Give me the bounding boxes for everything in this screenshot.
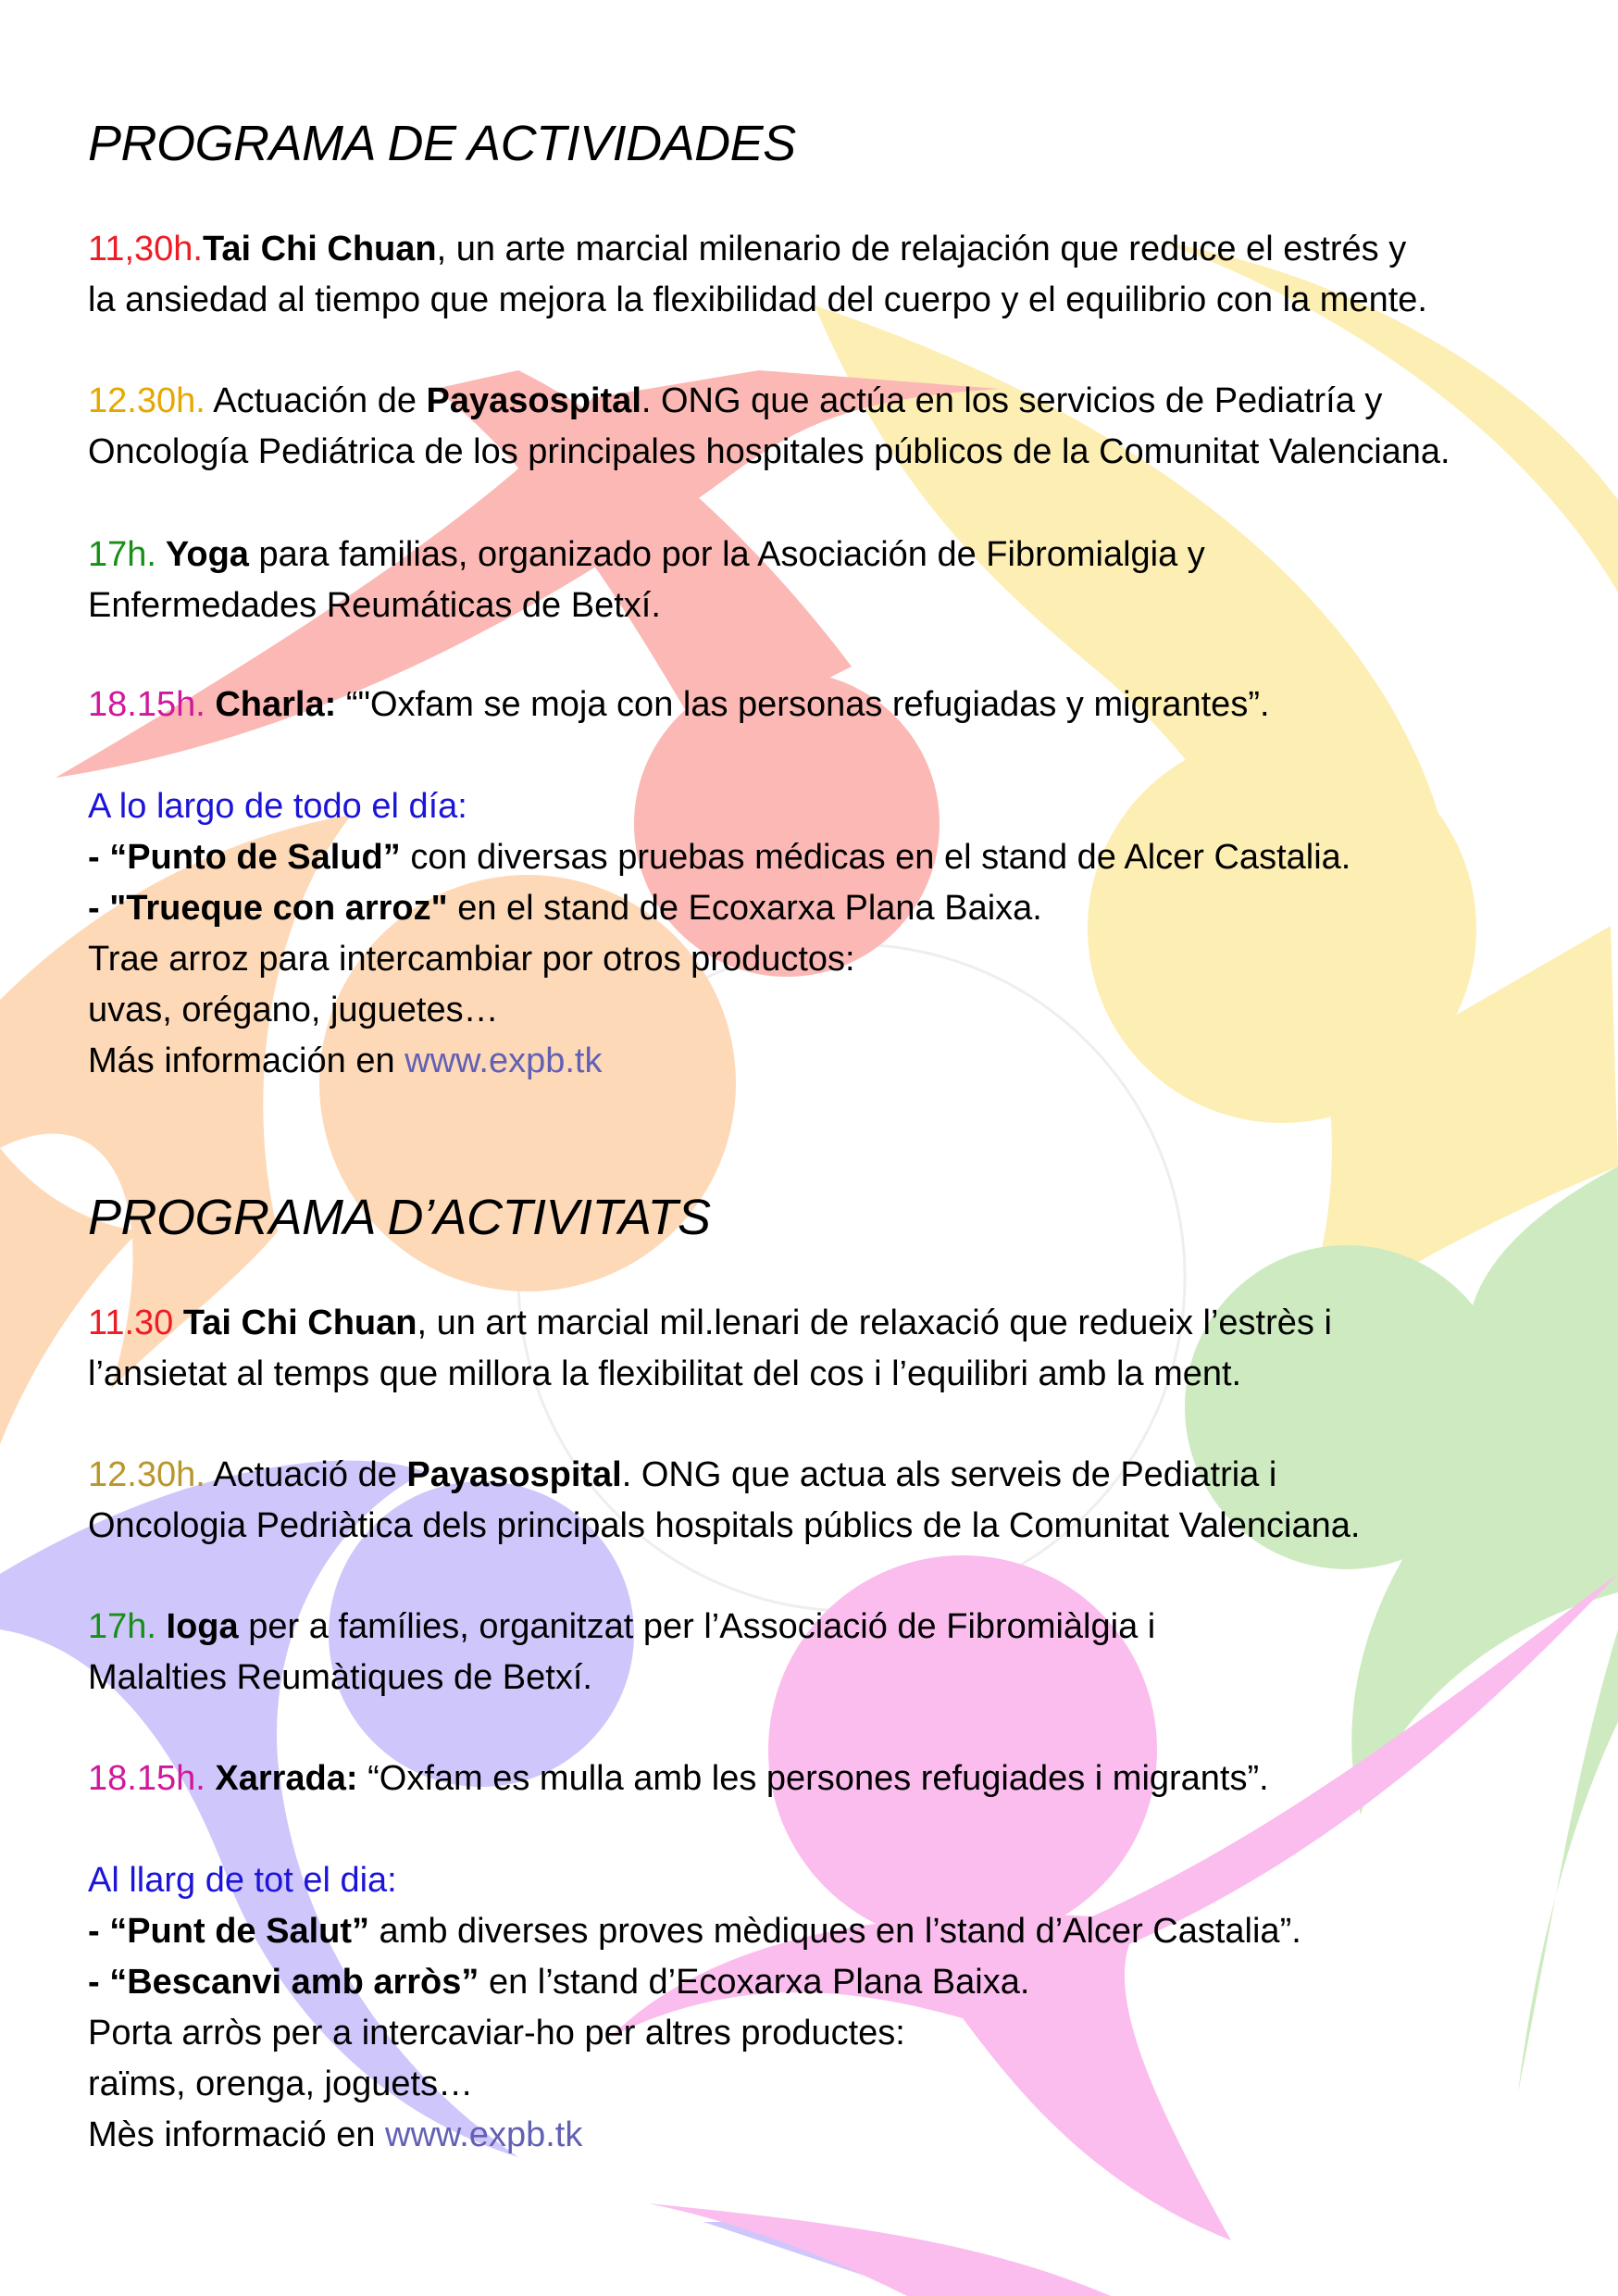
activity-name: Yoga [156, 535, 249, 574]
activity-name: Ioga [156, 1607, 239, 1646]
activity-text: l’ansietat al temps que millora la flexibilitat del cos i l’equilibri amb la ment. [88, 1354, 1242, 1393]
activity-text: amb diverses proves mèdiques en l’stand d’Alcer Castalia”. [369, 1912, 1301, 1951]
allday-ca [88, 1855, 1301, 2161]
time-label: 17h. [88, 1607, 156, 1646]
activity-text: . ONG que actua als serveis de Pediatria i [621, 1455, 1277, 1494]
website-link[interactable]: www.expb.tk [404, 1042, 603, 1080]
item-es-charla [88, 680, 1270, 730]
activity-name: - “Bescanvi amb arròs” [88, 1963, 479, 2002]
allday-heading: A lo largo de todo el día: [88, 787, 467, 826]
item-es-payasospital [88, 376, 1450, 478]
activity-name: - "Trueque con arroz" [88, 889, 448, 928]
activity-text: “"Oxfam se moja con las personas refugiadas y migrantes”. [336, 685, 1270, 724]
activity-text: Actuació de [205, 1455, 407, 1494]
more-info-text: Más información en [88, 1042, 405, 1080]
green-arm [1518, 1629, 1618, 2092]
activity-text: uvas, orégano, juguetes… [88, 991, 499, 1029]
activity-text: Trae arroz para intercambiar por otros productos: [88, 940, 855, 979]
activity-text: per a famílies, organitzat per l’Associació de Fibromiàlgia i [238, 1607, 1156, 1646]
activity-text: Enfermedades Reumáticas de Betxí. [88, 586, 661, 625]
item-ca-xarrada [88, 1753, 1269, 1804]
time-label: 12.30h. [88, 1455, 205, 1494]
activity-text: Malalties Reumàtiques de Betxí. [88, 1658, 592, 1697]
item-ca-taichi [88, 1298, 1332, 1400]
activity-text: en el stand de Ecoxarxa Plana Baixa. [447, 889, 1042, 928]
activity-text: Porta arròs per a intercaviar-ho per altres productes: [88, 2014, 905, 2053]
activity-text: Oncologia Pedriàtica dels principals hospitals públics de la Comunitat Valenciana. [88, 1506, 1361, 1545]
item-ca-payasospital [88, 1450, 1360, 1552]
title-es: PROGRAMA DE ACTIVIDADES [88, 116, 796, 171]
activity-name: Payasospital [426, 381, 641, 420]
activity-text: Actuación de [205, 381, 427, 420]
allday-es [88, 781, 1350, 1087]
activity-text: para familias, organizado por la Asociación de Fibromialgia y [248, 535, 1205, 574]
activity-name: Tai Chi Chuan [202, 230, 437, 268]
activity-name: - “Punto de Salud” [88, 838, 401, 877]
website-link[interactable]: www.expb.tk [385, 2115, 583, 2154]
activity-name: - “Punt de Salut” [88, 1912, 369, 1951]
time-label: 11.30 [88, 1304, 174, 1342]
activity-text: raïms, orenga, joguets… [88, 2065, 474, 2103]
activity-text: Oncología Pediátrica de los principales hospitales públicos de la Comunitat Valenciana. [88, 432, 1450, 471]
activity-text: la ansiedad al tiempo que mejora la flexibilidad del cuerpo y el equilibrio con la mente. [88, 281, 1427, 319]
item-es-yoga [88, 530, 1205, 631]
pink-tail [648, 2203, 1111, 2296]
more-info-text: Mès informació en [88, 2115, 386, 2154]
activity-text: en l’stand d’Ecoxarxa Plana Baixa. [479, 1963, 1030, 2002]
activity-name: Xarrada: [205, 1759, 358, 1798]
activity-name: Tai Chi Chuan [173, 1304, 417, 1342]
time-label: 18.15h. [88, 1759, 205, 1798]
title-ca: PROGRAMA D’ACTIVITATS [88, 1190, 711, 1245]
activity-text: “Oxfam es mulla amb les persones refugiades i migrants”. [357, 1759, 1269, 1798]
activity-name: Charla: [205, 685, 337, 724]
activity-text: , un arte marcial milenario de relajación que reduce el estrés y [436, 230, 1407, 268]
activity-text: , un art marcial mil.lenari de relaxació que redueix l’estrès i [417, 1304, 1332, 1342]
item-es-taichi [88, 224, 1427, 326]
activity-name: Payasospital [406, 1455, 622, 1494]
time-label: 17h. [88, 535, 156, 574]
time-label: 11,30h. [88, 230, 203, 268]
time-label: 12.30h. [88, 381, 205, 420]
time-label: 18.15h. [88, 685, 205, 724]
item-ca-ioga [88, 1602, 1155, 1703]
activity-text: con diversas pruebas médicas en el stand de Alcer Castalia. [400, 838, 1351, 877]
allday-heading: Al llarg de tot el dia: [88, 1861, 397, 1900]
activity-text: . ONG que actúa en los servicios de Pediatría y [641, 381, 1383, 420]
